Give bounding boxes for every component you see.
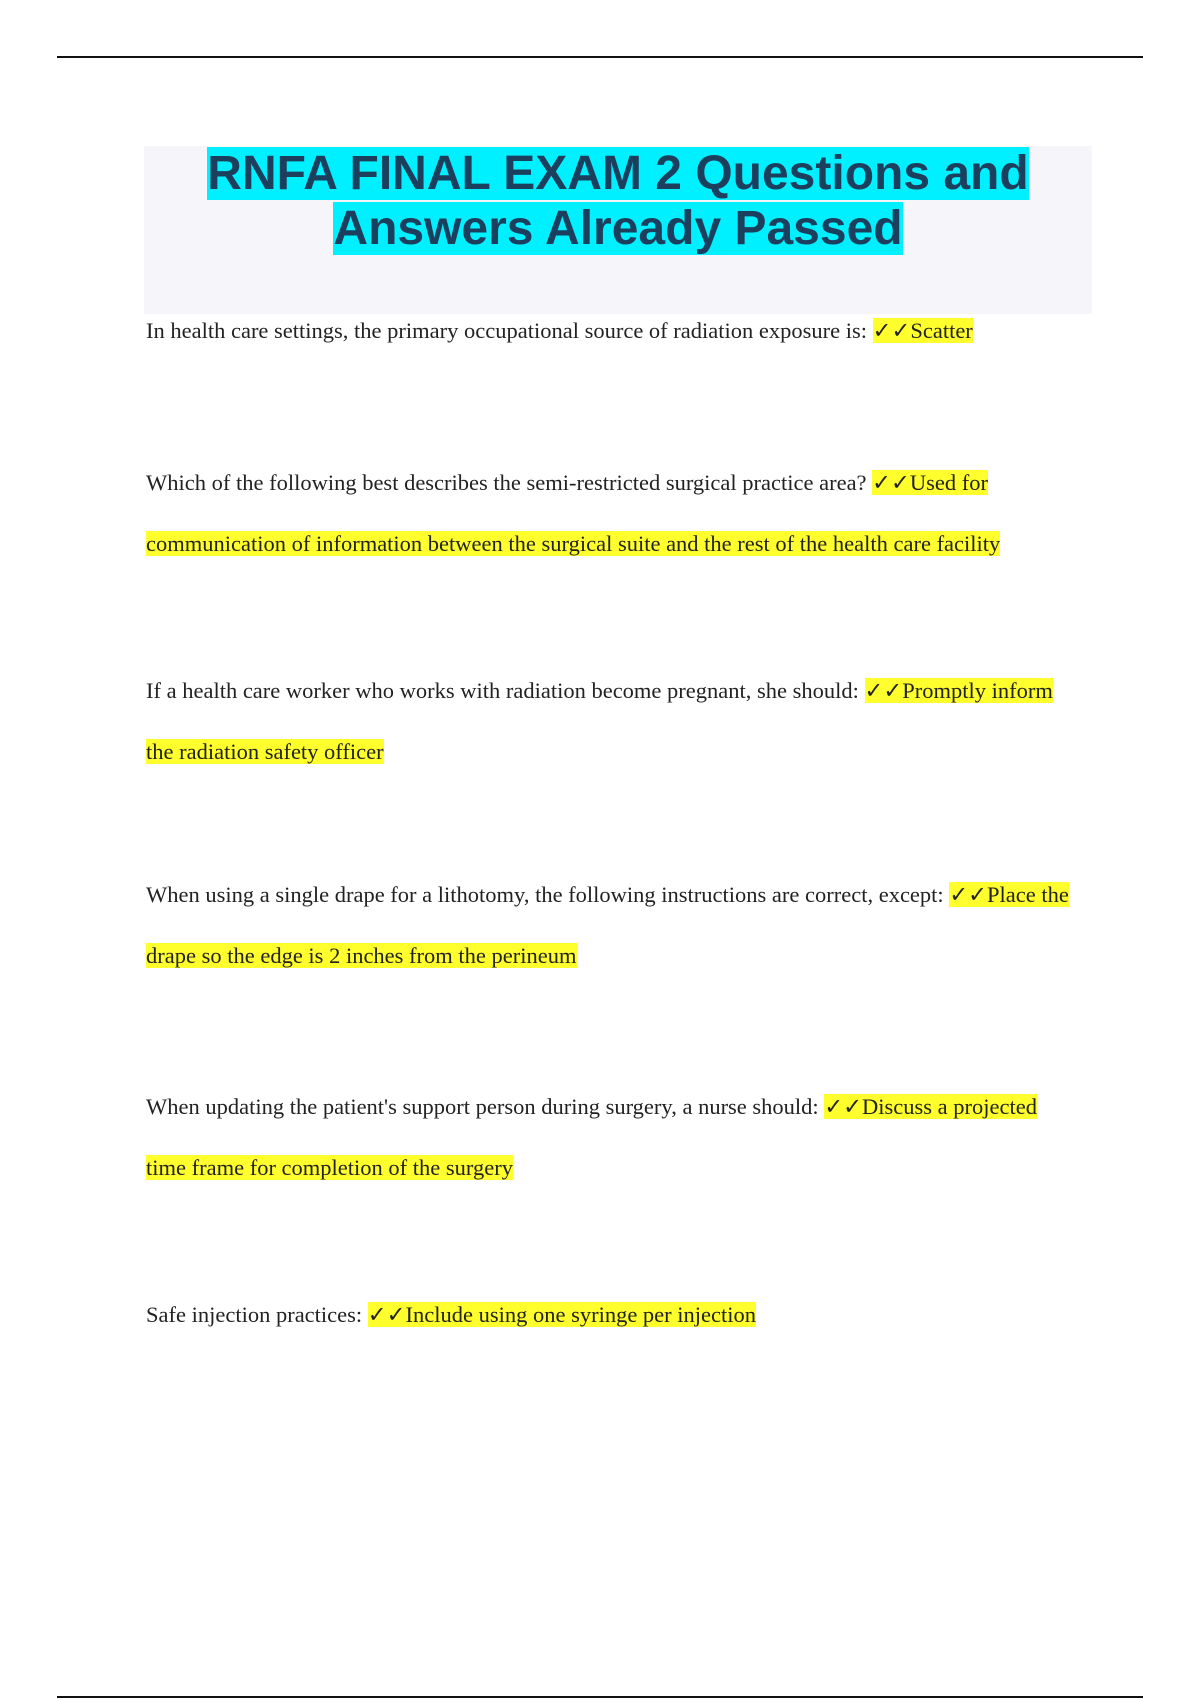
qa-item-4 [146,864,1076,986]
question-text: When using a single drape for a lithotomy, the following instructions are correct, except: [146,882,944,907]
qa-item-1 [146,300,1076,361]
answer-text: ✓✓Include using one syringe per injection [367,1302,757,1327]
qa-item-5 [146,1076,1076,1198]
qa-item-2 [146,452,1076,574]
answer-text: ✓✓Promptly inform the radiation safety officer [146,678,1053,764]
answer-text: ✓✓Place the drape so the edge is 2 inches from the perineum [146,882,1069,968]
qa-item-6 [146,1284,1076,1345]
question-text: Safe injection practices: [146,1302,363,1327]
answer-text: ✓✓Used for communication of information between the surgical suite and the rest of the health care facility [146,470,1001,556]
question-text: Which of the following best describes the semi-restricted surgical practice area? [146,470,867,495]
question-text: In health care settings, the primary occupational source of radiation exposure is: [146,318,867,343]
answer-text: ✓✓Scatter [872,318,973,343]
document-title [144,146,1092,256]
question-text: When updating the patient's support person during surgery, a nurse should: [146,1094,819,1119]
header-rule [57,56,1143,58]
title-line-2: Answers Already Passed [333,202,903,255]
title-block [144,146,1092,314]
question-text: If a health care worker who works with radiation become pregnant, she should: [146,678,859,703]
qa-item-3 [146,660,1076,782]
title-line-1: RNFA FINAL EXAM 2 Questions and [207,147,1029,200]
answer-text: ✓✓Discuss a projected time frame for completion of the surgery [146,1094,1037,1180]
footer-rule [57,1696,1143,1698]
